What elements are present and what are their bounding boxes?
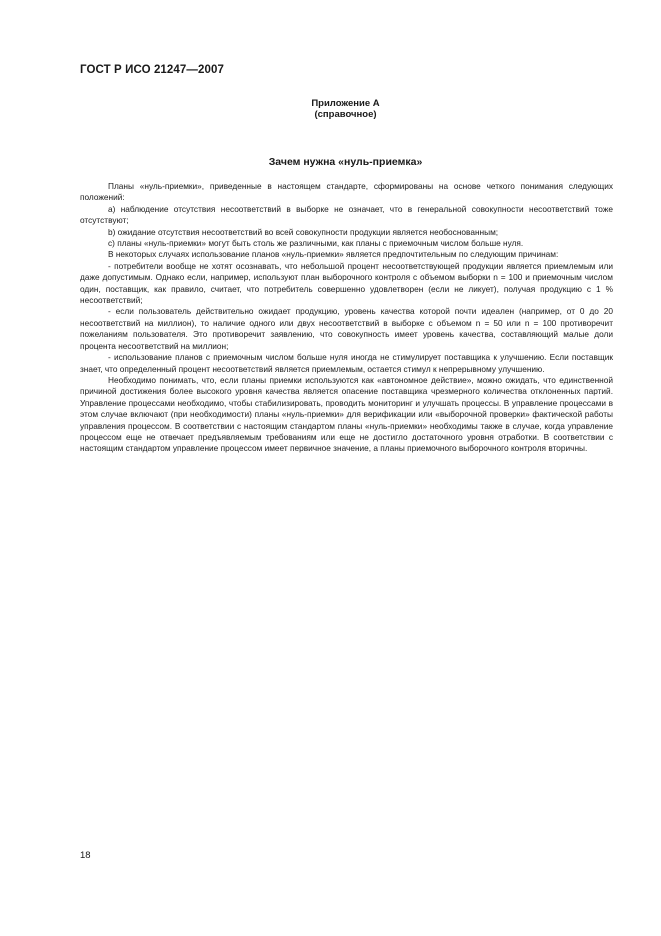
- appendix-label: Приложение А: [311, 98, 380, 109]
- paragraph: b) ожидание отсутствия несоответствий во всей совокупности продукции является необоснованным;: [108, 226, 499, 237]
- paragraph: - использование планов с приемочным числом больше нуля иногда не стимулирует поставщика к улучшению. Если поставщик знает, что определенный процент несоответствий является приемлемым, остается стимул к непрерывному улучшению.: [80, 352, 613, 374]
- paragraph: В некоторых случаях использование планов «нуль-приемки» является предпочтительным по следующим причинам:: [108, 249, 559, 260]
- paragraph: Планы «нуль-приемки», приведенные в настоящем стандарте, сформированы на основе четкого понимания следующих положений:: [80, 181, 613, 203]
- appendix-heading: [0, 98, 661, 120]
- body-text: [80, 181, 613, 455]
- paragraph: c) планы «нуль-приемки» могут быть столь же различными, как планы с приемочным числом больше нуля.: [108, 238, 524, 249]
- paragraph: a) наблюдение отсутствия несоответствий в выборке не означает, что в генеральной совокупности несоответствий тоже отсутствуют;: [80, 203, 613, 226]
- paragraph: - потребители вообще не хотят осознавать, что небольшой процент несоответствующей продукции является приемлемым или даже допустимым. Однако если, например, используют план выборочного контроля с объемом выборки n = 100 и приемочным числом один, поставщик, как правило, считает, что потребитель совершенно удовлетворен (если не ликует), получая продукцию с 1 % несоответствий;: [80, 260, 613, 306]
- document-header: ГОСТ Р ИСО 21247—2007: [80, 64, 225, 76]
- paragraph: Необходимо понимать, что, если планы приемки используются как «автономное действие», можно ожидать, что единственной причиной достижения более высокого уровня качества является опасение поставщика чрезмерного количества отклоненных партий. Управление процессами необходимо, чтобы стабилизировать, проводить мониторинг и улучшать процессы. В управление процессами в этом случае включают (при необходимости) планы «нуль-приемки» для верификации или «выборочной проверки» фактической работы управления процессом. В соответствии с настоящим стандартом планы «нуль-приемки» необходимы также в случае, когда управление процессом еще не отвечает предъявляемым требованиям или еще не достигло достаточного уровня отработки. В соответствии с настоящим стандартом управление процессом имеет первичное значение, а планы приемочного выборочного контроля вторичны.: [80, 374, 613, 454]
- section-title: Зачем нужна «нуль-приемка»: [268, 156, 423, 168]
- paragraph: - если пользователь действительно ожидает продукцию, уровень качества которой почти идеален (например, от 0 до 20 несоответствий на миллион), то наличие одного или двух несоответствий в выборке с объемом n = 50 или n = 100 противоречит пожеланиям пользователя. Это противоречит заявлению, что совокупность имеет уровень качества, составляющий малые доли процента несоответствий на миллион;: [80, 306, 613, 351]
- appendix-note: (справочное): [314, 109, 377, 120]
- page-number: 18: [80, 850, 91, 861]
